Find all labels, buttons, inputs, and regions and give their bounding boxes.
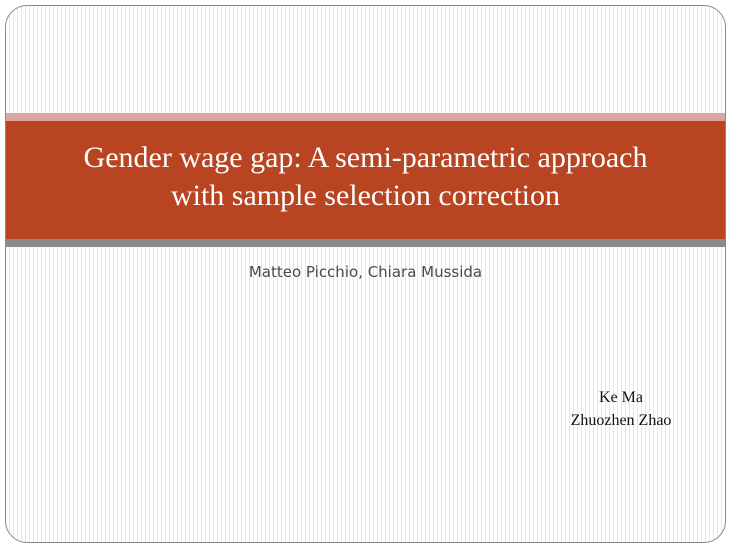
presenter-name: Ke Ma [599, 389, 643, 406]
title-band-top-stripe [6, 113, 725, 121]
slide-title-line-2: with sample selection correction [170, 179, 561, 212]
authors-subtitle: Matteo Picchio, Chiara Mussida [248, 263, 483, 281]
slide-title-line-1: Gender wage gap: A semi-parametric approach [83, 141, 648, 174]
presenters [536, 386, 706, 432]
title-band-bottom-stripe [6, 239, 725, 247]
slide-title [6, 139, 725, 215]
slide [5, 5, 726, 543]
presenter-name: Zhuozhen Zhao [570, 412, 672, 429]
